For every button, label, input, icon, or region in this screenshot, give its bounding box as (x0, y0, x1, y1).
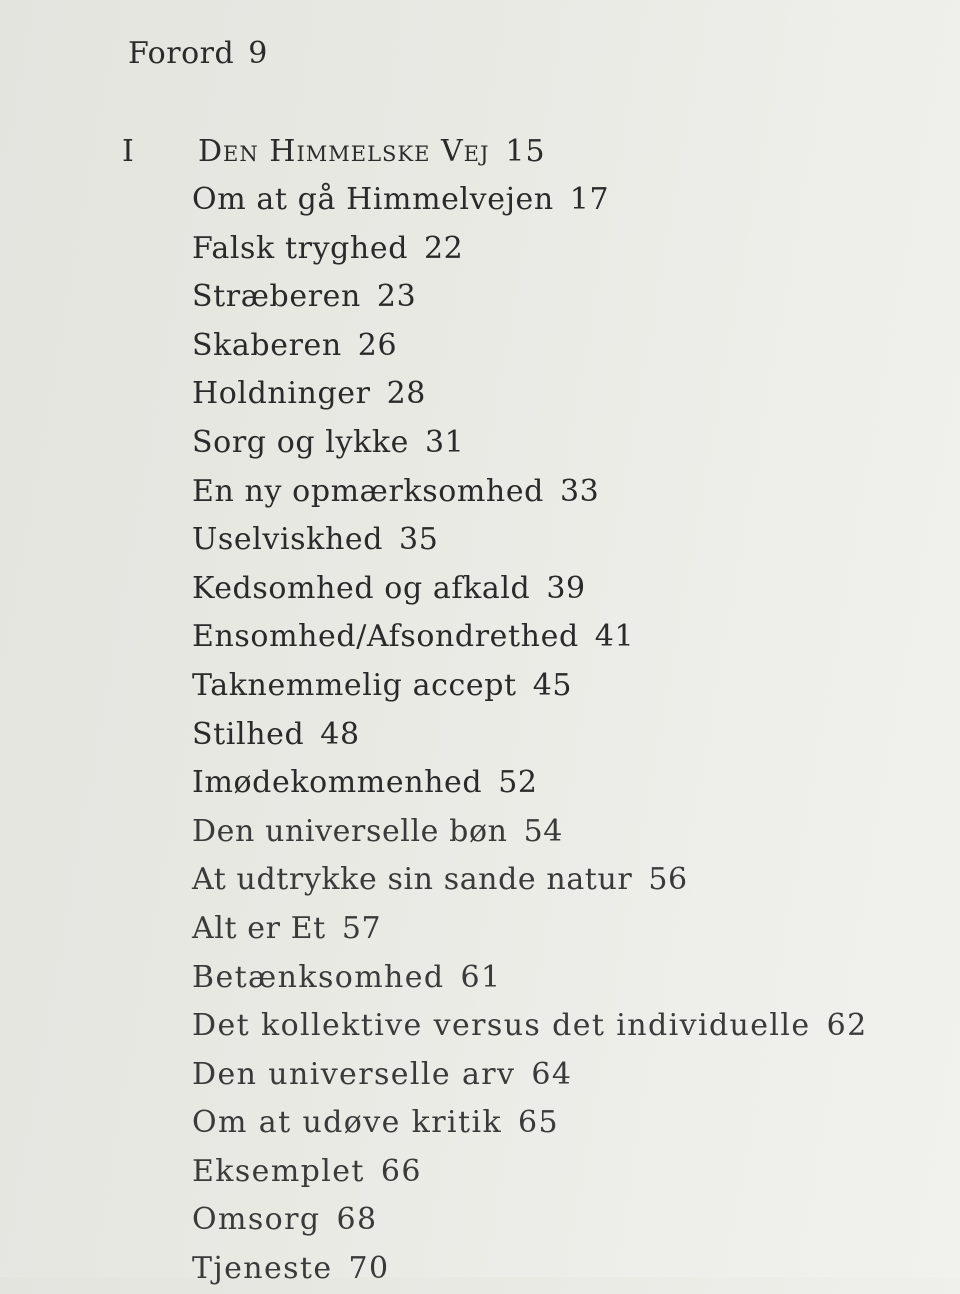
toc-entry-title: Taknemmelig accept (192, 667, 517, 703)
toc-entry-page: 56 (648, 862, 688, 898)
toc-entry (192, 613, 868, 662)
toc-entry-page: 22 (424, 230, 464, 266)
foreword-page-number: 9 (248, 36, 268, 71)
toc-entry-title: Ensomhed/Afsondrethed (192, 619, 579, 655)
toc-entry-title: Om at udøve kritik (192, 1105, 503, 1141)
toc-entry-title: Den universelle arv (192, 1056, 516, 1092)
toc-entry (192, 662, 868, 711)
toc-entry-title: Falsk tryghed (192, 230, 408, 266)
toc-entry (192, 1148, 868, 1197)
toc-entry-page: 68 (336, 1202, 378, 1238)
toc-entry-page: 23 (376, 279, 417, 315)
toc-entry-title: Den universelle bøn (192, 813, 508, 849)
foreword-entry (128, 36, 268, 71)
part-numeral: I (122, 134, 134, 169)
toc-entry-page: 52 (498, 765, 538, 801)
part-title: Den Himmelske Vej (198, 134, 490, 169)
toc-entry (192, 1196, 868, 1245)
toc-entry (192, 1051, 868, 1100)
toc-entry-title: Kedsomhed og afkald (192, 570, 531, 606)
toc-entry-title: Eksemplet (192, 1153, 365, 1189)
toc-entry-page: 28 (386, 376, 426, 412)
toc-entry-title: At udtrykke sin sande natur (192, 862, 633, 898)
toc-entry-page: 57 (341, 910, 382, 946)
toc-entry-page: 66 (380, 1153, 422, 1189)
toc-entry-title: Sorg og lykke (192, 424, 409, 460)
toc-entry-page: 26 (357, 327, 398, 363)
toc-entry-title: Holdninger (192, 376, 371, 412)
toc-entry-page: 45 (532, 667, 573, 703)
toc-entry (192, 905, 868, 954)
toc-entry-page: 41 (594, 619, 635, 655)
toc-entry (192, 1245, 868, 1294)
toc-entry (192, 808, 868, 857)
part-page-number: 15 (505, 134, 546, 169)
toc-entry (192, 1099, 868, 1148)
toc-entry (192, 370, 868, 419)
toc-entry (192, 565, 868, 614)
toc-entry-title: Stilhed (192, 716, 305, 752)
toc-entry (192, 176, 868, 225)
part-heading (198, 134, 546, 169)
toc-entry-title: Det kollektive versus det individuelle (192, 1008, 811, 1044)
toc-entry (192, 419, 868, 468)
toc-entry-page: 70 (348, 1251, 390, 1287)
toc-entry-page: 54 (523, 813, 563, 849)
toc-entry-title: Om at gå Himmelvejen (192, 182, 554, 217)
toc-entry-list (192, 176, 868, 1294)
toc-entry-title: Betænksomhed (192, 959, 445, 995)
toc-entry-title: Uselviskhed (192, 522, 384, 558)
toc-entry-page: 61 (460, 959, 502, 995)
toc-entry-page: 31 (424, 424, 465, 460)
toc-entry-page: 64 (531, 1056, 573, 1092)
toc-entry-page: 35 (399, 522, 439, 558)
toc-entry (192, 856, 868, 905)
toc-entry-title: Tjeneste (192, 1251, 333, 1287)
toc-entry-title: Omsorg (192, 1202, 321, 1238)
toc-entry-title: En ny opmærksomhed (192, 473, 544, 509)
toc-entry-page: 62 (826, 1008, 868, 1044)
toc-entry-title: Alt er Et (192, 910, 326, 946)
toc-entry (192, 1002, 868, 1051)
toc-entry-page: 33 (559, 473, 600, 509)
toc-entry (192, 322, 868, 371)
toc-entry-title: Imødekommenhed (192, 765, 483, 801)
toc-entry (192, 954, 868, 1003)
toc-entry-page: 17 (569, 182, 610, 217)
toc-entry (192, 225, 868, 274)
toc-entry (192, 468, 868, 517)
toc-entry (192, 273, 868, 322)
foreword-title: Forord (128, 36, 235, 71)
toc-entry-page: 65 (518, 1105, 560, 1141)
toc-entry (192, 711, 868, 760)
toc-entry-title: Stræberen (192, 279, 361, 315)
toc-entry (192, 759, 868, 808)
toc-entry-page: 48 (320, 716, 360, 752)
toc-entry (192, 516, 868, 565)
toc-entry-title: Skaberen (192, 327, 342, 363)
toc-entry-page: 39 (546, 570, 586, 606)
